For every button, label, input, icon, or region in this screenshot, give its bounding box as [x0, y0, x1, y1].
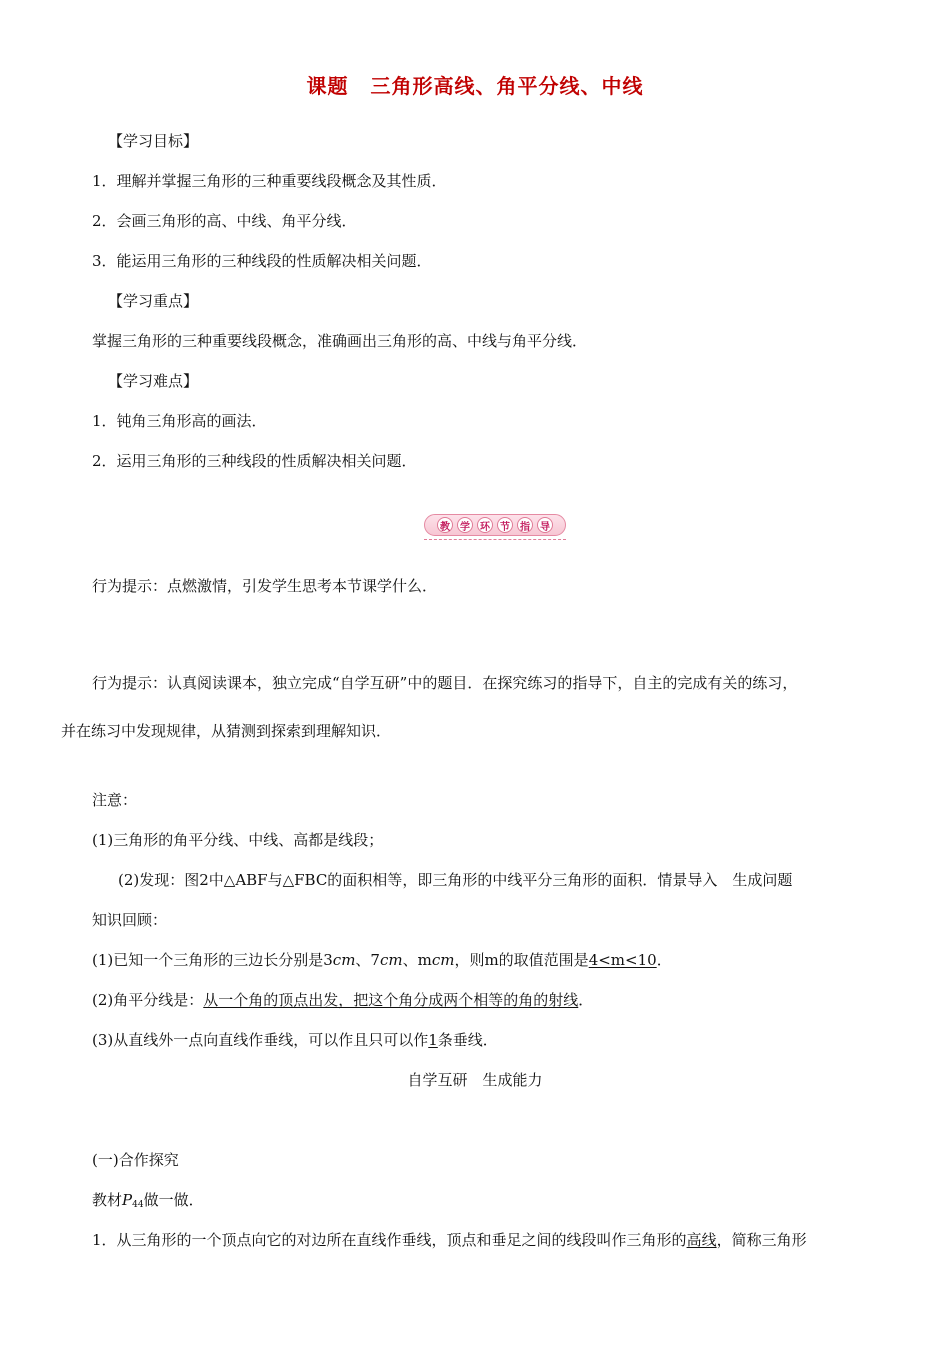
- document-title: [0, 70, 950, 99]
- banner-char: 导: [537, 517, 553, 533]
- review-question-1: (1)已知一个三角形的三边长分别是3cm、7cm、mcm，则m的取值范围是4<m<10．: [92, 951, 672, 969]
- banner-char: 教: [437, 517, 453, 533]
- banner-char: 指: [517, 517, 533, 533]
- answer-definition: 从一个角的顶点出发，把这个角分成两个相等的角的射线: [203, 991, 579, 1009]
- review-header: 知识回顾：: [92, 911, 168, 929]
- answer-altitude: 高线: [686, 1231, 717, 1249]
- note-item-2: (2)发现：图2中△ABF与△FBC的面积相等，即三角形的中线平分三角形的面积．情景导入 生成问题: [118, 871, 793, 889]
- textbook-reference: 教材$P_{44}$做一做．: [92, 1191, 204, 1210]
- goal-item-3: 3．能运用三角形的三种线段的性质解决相关问题．: [92, 252, 432, 270]
- explore-item-1: 1．从三角形的一个顶点向它的对边所在直线作垂线，顶点和垂足之间的线段叫作三角形的高线，简称三角形: [92, 1231, 807, 1249]
- key-points-header: 【学习重点】: [108, 292, 199, 310]
- goals-header: 【学习目标】: [108, 132, 199, 150]
- key-points-text: 掌握三角形的三种重要线段概念，准确画出三角形的高、中线与角平分线．: [92, 332, 588, 350]
- explore-header: (一)合作探究: [92, 1151, 179, 1169]
- answer-range: 4<m<10: [588, 951, 657, 969]
- goal-item-1: 1．理解并掌握三角形的三种重要线段概念及其性质．: [92, 172, 447, 190]
- review-question-2: (2)角平分线是：从一个角的顶点出发，把这个角分成两个相等的角的射线．: [92, 991, 594, 1009]
- teaching-guide-banner: [424, 514, 566, 542]
- note-item-1: (1)三角形的角平分线、中线、高都是线段；: [92, 831, 384, 849]
- hint-2-line-2: 并在练习中发现规律，从猜测到探索到理解知识．: [61, 722, 392, 740]
- notes-header: 注意：: [92, 791, 138, 809]
- banner-char: 节: [497, 517, 513, 533]
- review-question-3: (3)从直线外一点向直线作垂线，可以作且只可以作1条垂线．: [92, 1031, 498, 1049]
- difficulty-item-2: 2．运用三角形的三种线段的性质解决相关问题．: [92, 452, 417, 470]
- difficulties-header: 【学习难点】: [108, 372, 199, 390]
- title-label: 课题: [306, 74, 349, 98]
- banner-divider: [424, 539, 566, 540]
- title-text: 三角形高线、角平分线、中线: [370, 74, 644, 98]
- section-heading: 自学互研 生成能力: [407, 1071, 543, 1089]
- banner-char: 环: [477, 517, 493, 533]
- hint-2-line-1: 行为提示：认真阅读课本，独立完成“自学互研”中的题目．在探究练习的指导下，自主的完成有关的练习，: [92, 674, 798, 692]
- difficulty-item-1: 1．钝角三角形高的画法．: [92, 412, 267, 430]
- banner-char: 学: [457, 517, 473, 533]
- goal-item-2: 2．会画三角形的高、中线、角平分线．: [92, 212, 357, 230]
- answer-count: 1: [428, 1031, 438, 1049]
- hint-1: 行为提示：点燃激情，引发学生思考本节课学什么．: [92, 577, 438, 595]
